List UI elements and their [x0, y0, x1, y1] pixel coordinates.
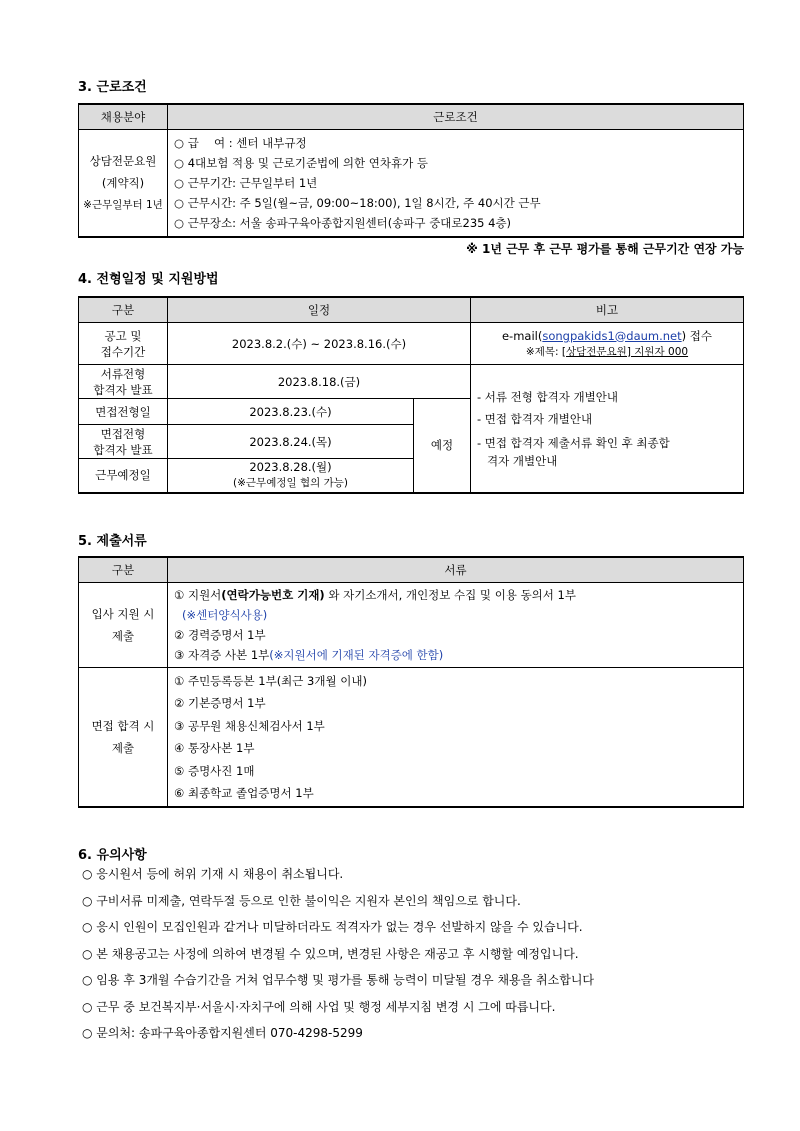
interview-pass-label — [79, 668, 168, 808]
header-category: 구분 — [79, 557, 168, 583]
section-5-title: 5. 제출서류 — [78, 534, 147, 549]
notice-item: ○ 구비서류 미제출, 연락두절 등으로 인한 불이익은 지원자 본인의 책임으로 합니다. — [82, 893, 521, 908]
header-documents: 서류 — [168, 557, 744, 583]
header-schedule: 일정 — [168, 297, 471, 323]
notice-item: ○ 임용 후 3개월 수습기간을 거쳐 업무수행 및 평가를 통해 능력이 미달될 경우 채용을 취소합니다 — [82, 973, 595, 987]
row-start-date — [168, 459, 414, 493]
scheduled-cell: 예정 — [414, 399, 471, 493]
field-name: 상담전문요원 — [89, 154, 157, 168]
label-line: 면접전형 — [100, 426, 146, 441]
start-date: 2023.8.28.(월) — [249, 460, 332, 475]
email-prefix: e-mail( — [501, 328, 543, 343]
doc-item: ⑥ 최종학교 졸업증명서 1부 — [174, 786, 314, 800]
label-line: 서류전형 — [100, 366, 146, 381]
condition-item: ○ 근무기간: 근무일부터 1년 — [174, 176, 318, 190]
application-label — [79, 583, 168, 668]
label-line: 접수기간 — [100, 344, 146, 359]
doc-text-note: (※지원서에 기재된 자격증에 한함) — [269, 648, 444, 662]
label-line: 공고 및 — [104, 328, 142, 343]
notice-item: ○ 근무 중 보건복지부·서울시·자치구에 의해 사업 및 행정 세부지침 변경 시 그에 따릅니다. — [82, 999, 556, 1014]
doc-text: ① 지원서 — [174, 588, 222, 602]
doc-item: ② 경력증명서 1부 — [174, 628, 266, 642]
condition-item: ○ 근무시간: 주 5일(월~금, 09:00~18:00), 1일 8시간, 주 40시간 근무 — [174, 196, 541, 210]
application-docs — [168, 583, 744, 668]
row-doc-result-label — [79, 365, 168, 399]
notice-item: ○ 본 채용공고는 사정에 의하여 변경될 수 있으며, 변경된 사항은 재공고 후 시행할 예정입니다. — [82, 946, 579, 961]
working-conditions-table — [78, 103, 744, 238]
schedule-table — [78, 296, 744, 494]
label-line: 제출 — [111, 629, 135, 643]
label-line: 제출 — [111, 741, 135, 755]
label-line: 합격자 발표 — [93, 382, 153, 397]
section-4-title: 4. 전형일정 및 지원방법 — [78, 272, 219, 287]
notices-list — [82, 864, 594, 1050]
row-interview-result-label — [79, 425, 168, 459]
row-doc-result-date: 2023.8.18.(금) — [168, 365, 471, 399]
notice-item: ○ 문의처: 송파구육아종합지원센터 070-4298-5299 — [82, 1026, 363, 1040]
label-line: 면접 합격 시 — [91, 719, 155, 733]
row-announcement-remark — [471, 323, 744, 365]
email-suffix: ) 접수 — [681, 328, 713, 343]
notice-item: ○ 응시 인원이 모집인원과 같거나 미달하더라도 적격자가 없는 경우 선발하지 않을 수 있습니다. — [82, 920, 583, 934]
documents-table — [78, 556, 744, 808]
conditions-list — [168, 130, 744, 238]
row-start-label: 근무예정일 — [79, 459, 168, 493]
extension-note: ※ 1년 근무 후 근무 평가를 통해 근무기간 연장 가능 — [466, 242, 744, 256]
subject-format: [상담전문요원] 지원자 000 — [561, 345, 689, 358]
row-announcement-label — [79, 323, 168, 365]
field-type: (계약직) — [101, 176, 145, 190]
remark-item: 격자 개별안내 — [487, 454, 558, 469]
header-conditions: 근로조건 — [168, 104, 744, 130]
remark-item: - 서류 전형 합격자 개별안내 — [477, 390, 618, 405]
doc-item: ③ 공무원 채용신체검사서 1부 — [174, 718, 325, 733]
doc-item: ① 주민등록등본 1부(최근 3개월 이내) — [174, 673, 367, 688]
condition-item: ○ 급 여 : 센터 내부규정 — [174, 136, 307, 150]
row-interview-label: 면접전형일 — [79, 399, 168, 425]
doc-item — [174, 645, 737, 665]
remark-item: - 면접 합격자 개별안내 — [477, 412, 593, 427]
doc-item — [174, 585, 737, 605]
header-field: 채용분야 — [79, 104, 168, 130]
field-cell — [79, 130, 168, 238]
start-date-note: (※근무예정일 협의 가능) — [233, 477, 348, 490]
row-interview-date: 2023.8.23.(수) — [168, 399, 414, 425]
doc-text-bold: (연락가능번호 기재) — [221, 588, 325, 602]
section-3-title: 3. 근로조건 — [78, 80, 147, 95]
label-line: 입사 지원 시 — [91, 607, 155, 621]
doc-item: ④ 통장사본 1부 — [174, 741, 255, 755]
notice-item: ○ 응시원서 등에 허위 기재 시 채용이 취소됩니다. — [82, 867, 344, 881]
header-remarks: 비고 — [471, 297, 744, 323]
interview-pass-docs — [168, 668, 744, 808]
row-announcement-date: 2023.8.2.(수) ~ 2023.8.16.(수) — [168, 323, 471, 365]
doc-text: 와 자기소개서, 개인정보 수집 및 이용 동의서 1부 — [324, 588, 576, 602]
row-interview-result-date: 2023.8.24.(목) — [168, 425, 414, 459]
remarks-cell — [471, 365, 744, 493]
header-category: 구분 — [79, 297, 168, 323]
label-line: 합격자 발표 — [93, 442, 153, 457]
condition-item: ○ 4대보험 적용 및 근로기준법에 의한 연차휴가 등 — [174, 156, 429, 170]
remark-item: - 면접 합격자 제출서류 확인 후 최종합 — [477, 436, 670, 451]
email-link[interactable]: songpakids1@daum.net — [542, 328, 682, 343]
doc-item: ② 기본증명서 1부 — [174, 696, 266, 710]
doc-text: ③ 자격증 사본 1부 — [174, 648, 270, 662]
subject-prefix: ※제목: — [525, 345, 562, 358]
section-6-title: 6. 유의사항 — [78, 848, 147, 863]
doc-item: ⑤ 증명사진 1매 — [174, 763, 255, 778]
condition-item: ○ 근무장소: 서울 송파구육아종합지원센터(송파구 중대로235 4층) — [174, 216, 512, 230]
field-period: ※근무일부터 1년 — [83, 199, 163, 211]
doc-item-note: (※센터양식사용) — [182, 608, 268, 622]
